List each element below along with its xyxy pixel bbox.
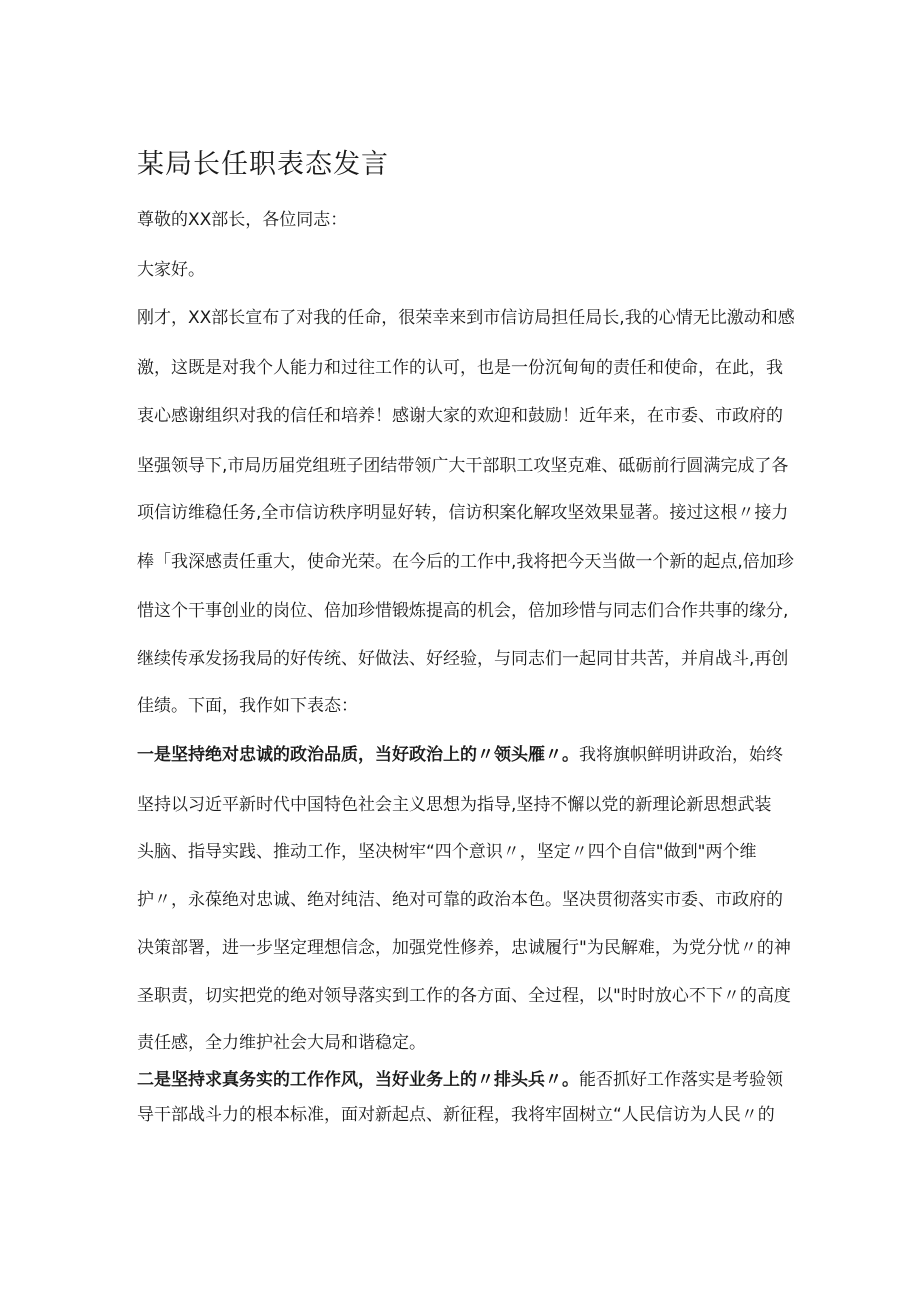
- point-1-first-line: [137, 743, 783, 767]
- paragraph-line: 圣职责，切实把党的绝对领导落实到工作的各方面、全过程，以"时时放心不下〃的高度: [137, 986, 791, 1006]
- document-title: 某局长任职表态发言: [137, 149, 389, 180]
- point-2-first-line: [137, 1068, 783, 1092]
- paragraph-line: 佳绩。下面，我作如下表态：: [137, 696, 358, 716]
- paragraph-line: 激，这既是对我个人能力和过往工作的认可，也是一份沉甸甸的责任和使命，在此，我: [137, 358, 783, 378]
- paragraph-line: 头脑、指导实践、推动工作，坚决树牢“四个意识〃，坚定〃四个自信"做到"两个维: [137, 842, 757, 862]
- paragraph-line: 项信访维稳任务,全市信访秩序明显好转，信访积案化解攻坚效果显著。接过这根〃接力: [137, 503, 789, 523]
- point-1-text: 我将旗帜鲜明讲政治，始终: [579, 745, 783, 765]
- paragraph-line: 决策部署，进一步坚定理想信念，加强党性修养，忠诚履行"为民解难，为党分忧〃的神: [137, 938, 791, 958]
- point-1-heading: 一是坚持绝对忠诚的政治品质，当好政治上的〃领头雁〃。: [137, 745, 579, 765]
- greeting: 大家好。: [137, 260, 205, 280]
- point-2-heading: 二是坚持求真务实的工作作风，当好业务上的〃排头兵〃。: [137, 1070, 579, 1090]
- paragraph-line: 责任感，全力维护社会大局和谐稳定。: [137, 1033, 426, 1053]
- paragraph-line: 衷心感谢组织对我的信任和培养！感谢大家的欢迎和鼓励！近年来，在市委、市政府的: [137, 406, 783, 426]
- paragraph-line: 护〃，永葆绝对忠诚、绝对纯洁、绝对可靠的政治本色。坚决贯彻落实市委、市政府的: [137, 890, 783, 910]
- paragraph-line: 棒「我深感责任重大，使命光荣。在今后的工作中,我将把今天当做一个新的起点,倍加珍: [137, 552, 794, 572]
- paragraph-line: 惜这个干事创业的岗位、倍加珍惜锻炼提高的机会，倍加珍惜与同志们合作共事的缘分,: [137, 601, 789, 621]
- point-2-text: 能否抓好工作落实是考验领: [579, 1070, 783, 1090]
- salutation: 尊敬的XX部长，各位同志：: [137, 210, 348, 230]
- paragraph-line: 继续传承发扬我局的好传统、好做法、好经验，与同志们一起同甘共苦，并肩战斗,再创: [137, 649, 789, 669]
- paragraph-line: 坚强领导下,市局历届党组班子团结带领广大干部职工攻坚克难、砥砺前行圆满完成了各: [137, 456, 789, 476]
- paragraph-line: 导干部战斗力的根本标准，面对新起点、新征程，我将牢固树立“人民信访为人民〃的: [137, 1105, 775, 1125]
- paragraph-line: 坚持以习近平新时代中国特色社会主义思想为指导,坚持不懈以党的新理论新思想武装: [137, 795, 772, 815]
- paragraph-line: 刚才，XX部长宣布了对我的任命，很荣幸来到市信访局担任局长,我的心情无比激动和感: [137, 308, 795, 328]
